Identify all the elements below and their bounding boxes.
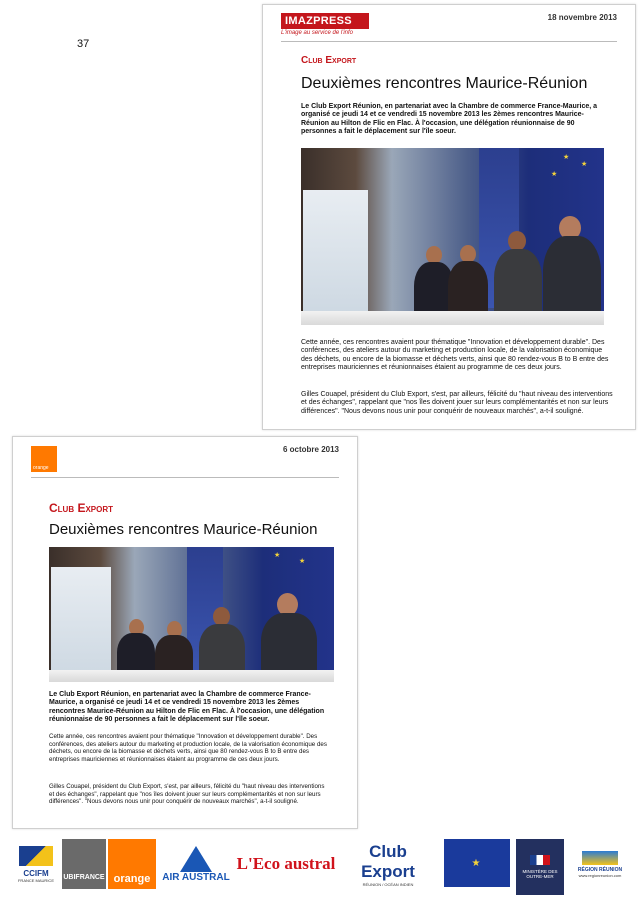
region-reunion-logo: RÉGION RÉUNION www.regionreunion.com	[570, 839, 630, 889]
eu-stars-icon: ★	[471, 857, 483, 869]
ccifm-logo: CCIFM FRANCE MAURICE	[14, 839, 58, 889]
article-intro: Le Club Export Réunion, en partenariat avec la Chambre de commerce France-Maurice, a organisé ce jeudi 14 et ce vendredi 15 novembre 2013 les 2èmes rencontres Maurice-Réunion au Hilton de Flic en Flac. À l'occasion, une délégation réunionnaise de 90 personnes a fait le déplacement sur l'île soeur.	[301, 103, 598, 136]
section-title: Club Export	[301, 55, 357, 66]
conference-photo: ★ ★	[49, 547, 334, 682]
orange-logo: orange	[31, 446, 57, 472]
ministere-outre-mer-logo: MINISTÈRE DES OUTRE-MER	[516, 839, 564, 895]
conference-table	[49, 670, 334, 682]
page-number: 37	[77, 38, 90, 50]
eu-star: ★	[563, 154, 570, 161]
sponsor-logo-bar	[0, 831, 638, 903]
article-headline: Deuxièmes rencontres Maurice-Réunion	[301, 75, 588, 92]
eco-austral-logo: L'Eco austral	[236, 854, 336, 873]
french-flag-icon	[530, 855, 550, 865]
region-reunion-mark-icon	[582, 851, 618, 865]
article-paragraph-2: Gilles Couapel, président du Club Export, s'est, par ailleurs, félicité du "haut niveau des interventions et des échanges", rappelant que "nos îles doivent jouer sur leurs complémentarités et non sur leurs différences". "Nous devons nous unir pour conquérir de nouveaux marchés", a-t-il souligné.	[49, 783, 325, 806]
orange-sponsor-logo: orange	[108, 839, 156, 889]
eu-flag-logo	[444, 839, 510, 887]
event-banner	[51, 567, 111, 677]
article-paragraph-1: Cette année, ces rencontres avaient pour thématique "Innovation et développement durable". Des conférences, des ateliers autour du marketing et production locale, de la valorisation économique des déchets, ou encore de la biomasse et déchets verts, ainsi que 80 rendez-vous B to B entre des entreprises mauriciennes et réunionnaises étaient au programme de ces deux jours.	[49, 733, 327, 763]
ubifrance-logo: UBIFRANCE	[62, 839, 106, 889]
conference-table	[301, 311, 604, 325]
article-paragraph-1: Cette année, ces rencontres avaient pour thématique "Innovation et développement durable". Des conférences, des ateliers autour du marketing et production locale, de la valorisation économique des déchets, ou encore de la biomasse et déchets verts, ainsi que 80 rendez-vous B to B entre des entreprises mauriciennes et réunionnaises étaient au programme de ces deux jours.	[301, 339, 609, 372]
divider	[281, 41, 617, 42]
article-paragraph-2: Gilles Couapel, président du Club Export, s'est, par ailleurs, félicité du "haut niveau des interventions et des échanges", rappelant que "nos îles doivent jouer sur leurs complémentarités et non sur leurs différences". "Nous devons nous unir pour conquérir de nouveaux marchés", a-t-il souligné.	[301, 391, 613, 415]
club-export-logo: Club Export RÉUNION / OCÉAN INDIEN	[361, 841, 415, 887]
imazpress-logo: IMAZPRESS	[281, 13, 369, 29]
article-date: 18 novembre 2013	[547, 13, 617, 22]
ccifm-mark-icon	[19, 846, 53, 866]
press-clipping-imazpress	[262, 4, 636, 430]
article-headline: Deuxièmes rencontres Maurice-Réunion	[49, 521, 318, 538]
article-date: 6 octobre 2013	[282, 445, 339, 454]
event-banner	[303, 190, 368, 315]
air-austral-logo: AIR AUSTRAL	[160, 839, 232, 889]
section-title: Club Export	[49, 501, 114, 515]
conference-photo: ★ ★ ★	[301, 148, 604, 325]
divider	[31, 477, 339, 478]
air-austral-mark-icon	[180, 846, 212, 872]
press-clipping-orange	[12, 436, 358, 829]
imazpress-tagline: L'image au service de l'info	[281, 30, 353, 36]
article-intro: Le Club Export Réunion, en partenariat avec la Chambre de commerce France-Maurice, a organisé ce jeudi 14 et ce vendredi 15 novembre 2013 les 2èmes rencontres Maurice-Réunion au Hilton de Flic en Flac. À l'occasion, une délégation réunionnaise de 90 personnes a fait le déplacement sur l'île soeur.	[49, 691, 325, 724]
